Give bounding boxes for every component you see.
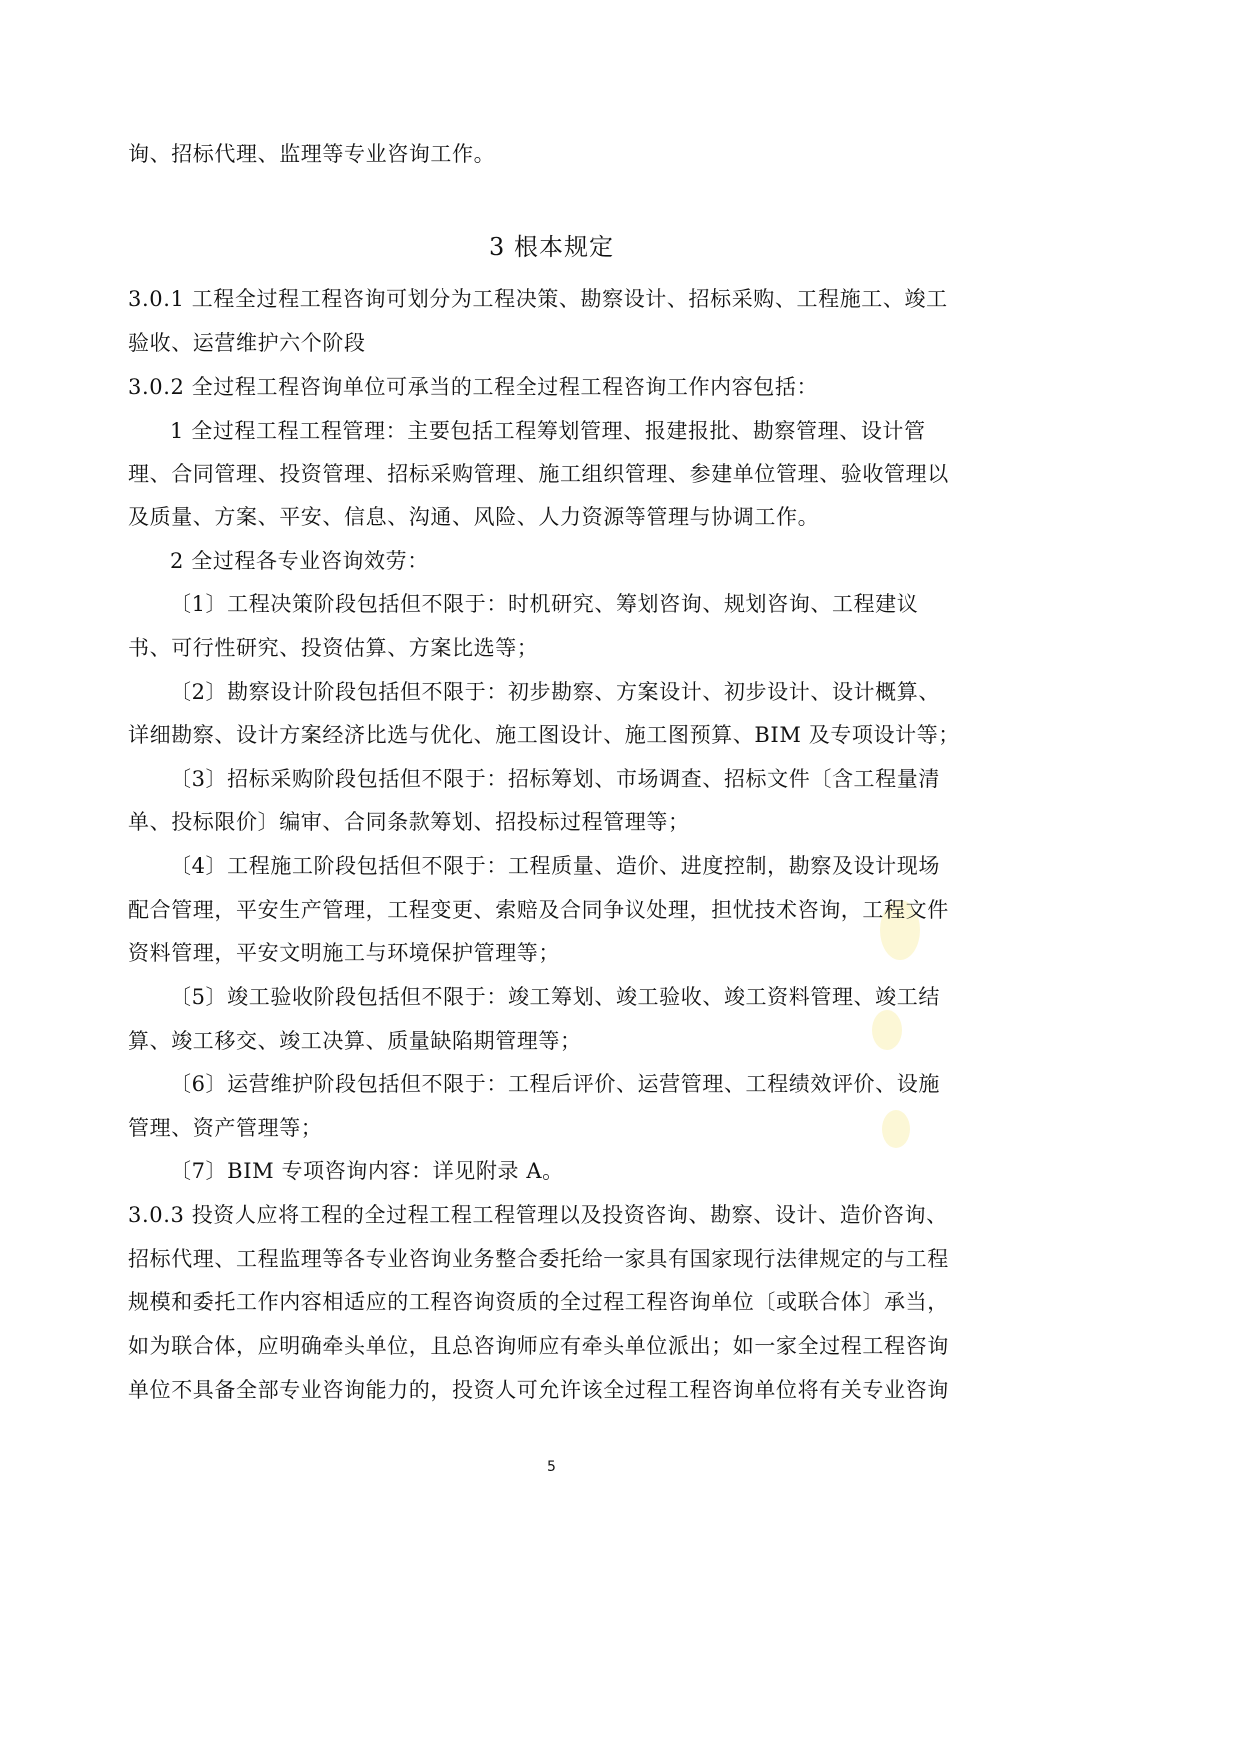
subitem-line: 管理、资产管理等； bbox=[128, 1116, 323, 1140]
paper-stain bbox=[882, 1110, 910, 1148]
clause-line: 规模和委托工作内容相适应的工程咨询资质的全过程工程咨询单位〔或联合体〕承当， bbox=[128, 1290, 949, 1314]
subitem-line: 书、可行性研究、投资估算、方案比选等； bbox=[128, 636, 539, 660]
clause-line: 3.0.2 全过程工程咨询单位可承当的工程全过程工程咨询工作内容包括： bbox=[128, 375, 819, 399]
subitem-line: 详细勘察、设计方案经济比选与优化、施工图设计、施工图预算、BIM 及专项设计等； bbox=[128, 723, 960, 747]
item-line: 1 全过程工程工程管理：主要包括工程筹划管理、报建报批、勘察管理、设计管 bbox=[170, 419, 926, 443]
clause-line: 如为联合体，应明确牵头单位，且总咨询师应有牵头单位派出；如一家全过程工程咨询 bbox=[128, 1334, 949, 1358]
item-line: 理、合同管理、投资管理、招标采购管理、施工组织管理、参建单位管理、验收管理以 bbox=[128, 462, 949, 486]
subitem-line: 〔7〕BIM 专项咨询内容：详见附录 A。 bbox=[170, 1159, 564, 1183]
subitem-line: 资料管理，平安文明施工与环境保护管理等； bbox=[128, 941, 560, 965]
subitem-line: 〔6〕运营维护阶段包括但不限于：工程后评价、运营管理、工程绩效评价、设施 bbox=[170, 1072, 940, 1096]
page-number: 5 bbox=[547, 1459, 556, 1475]
clause-line: 3.0.3 投资人应将工程的全过程工程工程管理以及投资咨询、勘察、设计、造价咨询、 bbox=[128, 1203, 948, 1227]
subitem-line: 〔4〕工程施工阶段包括但不限于：工程质量、造价、进度控制，勘察及设计现场 bbox=[170, 854, 940, 878]
subitem-line: 〔2〕勘察设计阶段包括但不限于：初步勘察、方案设计、初步设计、设计概算、 bbox=[170, 680, 940, 704]
subitem-line: 单、投标限价〕编审、合同条款筹划、招投标过程管理等； bbox=[128, 810, 690, 834]
subitem-line: 〔1〕工程决策阶段包括但不限于：时机研究、筹划咨询、规划咨询、工程建议 bbox=[170, 592, 919, 616]
clause-line: 验收、运营维护六个阶段 bbox=[128, 331, 366, 355]
item-line: 及质量、方案、平安、信息、沟通、风险、人力资源等管理与协调工作。 bbox=[128, 505, 820, 529]
subitem-line: 算、竣工移交、竣工决算、质量缺陷期管理等； bbox=[128, 1029, 582, 1053]
subitem-line: 〔3〕招标采购阶段包括但不限于：招标筹划、市场调查、招标文件〔含工程量清 bbox=[170, 767, 940, 791]
body-line: 询、招标代理、监理等专业咨询工作。 bbox=[128, 142, 496, 166]
clause-line: 3.0.1 工程全过程工程咨询可划分为工程决策、勘察设计、招标采购、工程施工、竣工 bbox=[128, 287, 948, 311]
clause-line: 招标代理、工程监理等各专业咨询业务整合委托给一家具有国家现行法律规定的与工程 bbox=[128, 1247, 949, 1271]
subitem-line: 〔5〕竣工验收阶段包括但不限于：竣工筹划、竣工验收、竣工资料管理、竣工结 bbox=[170, 985, 940, 1009]
paper-stain bbox=[872, 1010, 902, 1050]
clause-line: 单位不具备全部专业咨询能力的，投资人可允许该全过程工程咨询单位将有关专业咨询 bbox=[128, 1378, 949, 1402]
item-line: 2 全过程各专业咨询效劳： bbox=[170, 549, 429, 573]
section-heading: 3 根本规定 bbox=[489, 233, 614, 261]
subitem-line: 配合管理，平安生产管理，工程变更、索赔及合同争议处理，担忧技术咨询，工程文件 bbox=[128, 898, 949, 922]
